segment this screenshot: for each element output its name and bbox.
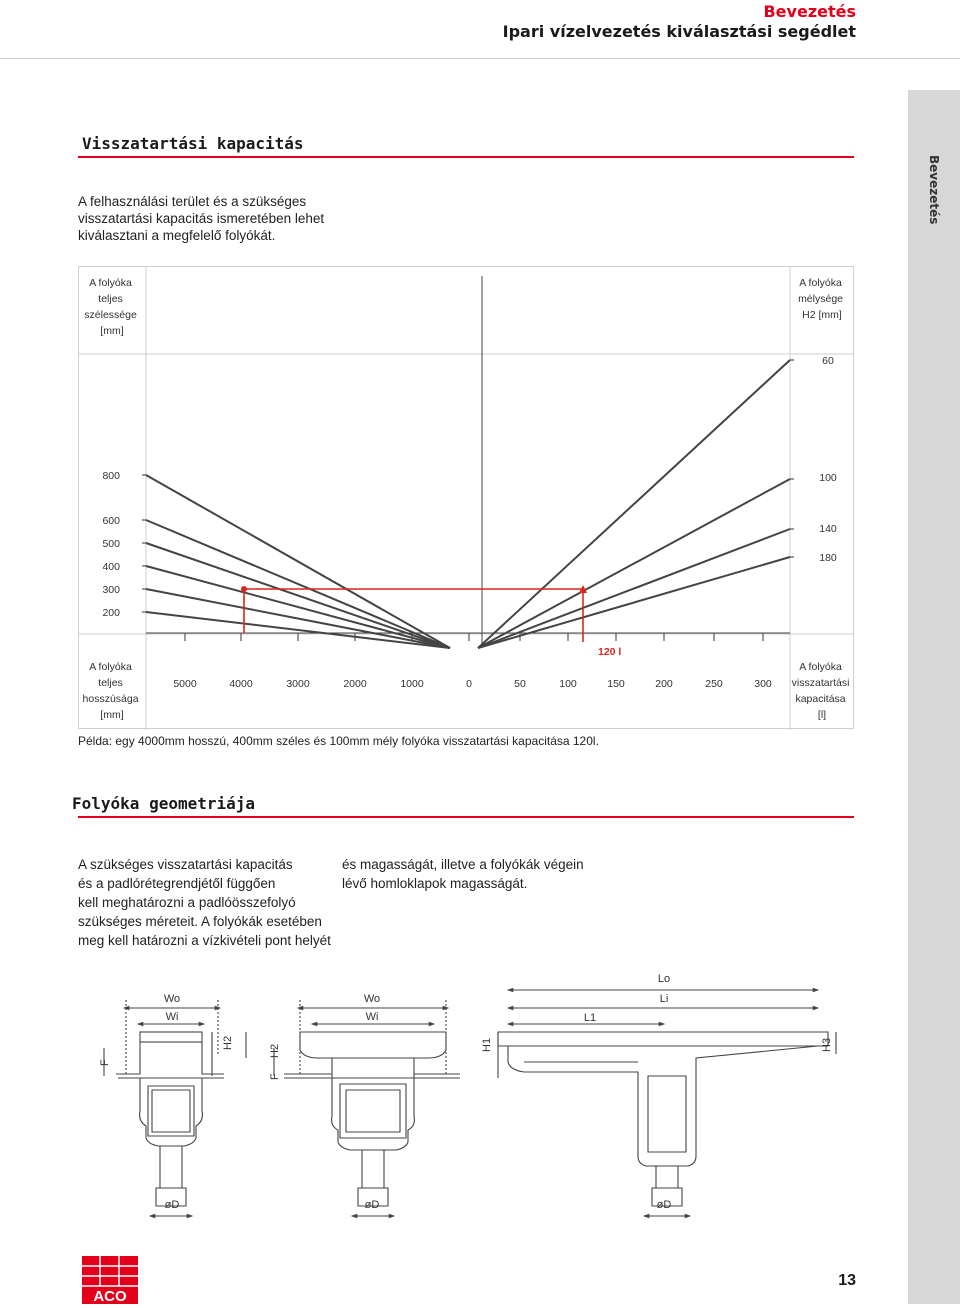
length-tick-3000: 3000 <box>286 678 310 690</box>
aco-logo <box>82 1256 138 1304</box>
depth-fan-lines <box>478 360 790 648</box>
geometry-line: A szükséges visszatartási kapacitás <box>78 857 293 872</box>
width-ticks <box>142 475 146 612</box>
intro-line: A felhasználási terület és a szükséges <box>78 194 307 209</box>
intro-line: visszatartási kapacitás ismeretében lehet <box>78 211 325 226</box>
example-text: Példa: egy 4000mm hosszú, 400mm széles és 100mm mély folyóka visszatartási kapacitása 120l. <box>78 734 599 748</box>
geometry-line: meg kell határozni a vízkivételi pont helyét <box>78 933 331 948</box>
depth-tick-180: 180 <box>819 552 837 564</box>
length-tick-5000: 5000 <box>173 678 197 690</box>
fig2-wo: Wo <box>363 993 381 1005</box>
label-length: A folyóka teljes hosszúsága [mm] <box>82 661 139 721</box>
side-tab[interactable] <box>908 90 960 1304</box>
drawing-gully-2 <box>246 1000 460 1216</box>
label-depth: A folyóka mélysége H2 [mm] <box>798 277 844 321</box>
fig2-d: øD <box>364 1199 380 1211</box>
fig1-d: øD <box>164 1199 180 1211</box>
fig3-h3: H3 <box>821 1037 833 1052</box>
page-number: 13 <box>838 1272 856 1289</box>
fig3-d: øD <box>656 1199 672 1211</box>
header-title: Ipari vízelvezetés kiválasztási segédlet <box>502 22 856 41</box>
capacity-tick-300: 300 <box>754 678 772 690</box>
geometry-title: Folyóka geometriája <box>72 794 256 813</box>
fig2-f: F <box>269 1073 281 1080</box>
width-fan-lines <box>146 475 450 648</box>
fig2-wi: Wi <box>365 1011 379 1023</box>
header-section: Bevezetés <box>763 2 856 21</box>
depth-tick-140: 140 <box>819 523 837 535</box>
geometry-col2 <box>342 855 584 893</box>
label-capacity: A folyóka visszatartási kapacitása [l] <box>791 661 850 721</box>
retention-title: Visszatartási kapacitás <box>82 134 304 153</box>
intro-line: kiválasztani a megfelelő folyókát. <box>78 228 276 243</box>
drawing-channel <box>498 990 836 1216</box>
geometry-rule <box>78 816 854 818</box>
length-tick-2000: 2000 <box>343 678 367 690</box>
width-tick-600: 600 <box>102 515 120 527</box>
fig2-h2: H2 <box>269 1043 281 1058</box>
fig3-h1: H1 <box>481 1037 493 1052</box>
nomogram-frame <box>79 267 854 729</box>
width-tick-300: 300 <box>102 584 120 596</box>
retention-nomogram <box>78 266 854 730</box>
width-tick-500: 500 <box>102 538 120 550</box>
fig1-wi: Wi <box>165 1011 179 1023</box>
geometry-line: szükséges méreteit. A folyókák esetében <box>78 914 322 929</box>
depth-tick-100: 100 <box>819 472 837 484</box>
geometry-line: kell meghatározni a padlóösszefolyó <box>78 895 296 910</box>
retention-rule <box>78 156 854 158</box>
fig3-l1: L1 <box>583 1012 597 1024</box>
width-tick-200: 200 <box>102 607 120 619</box>
length-tick-4000: 4000 <box>229 678 253 690</box>
depth-tick-60: 60 <box>822 355 834 367</box>
capacity-tick-100: 100 <box>559 678 577 690</box>
header-divider <box>0 58 960 59</box>
fig3-lo: Lo <box>657 973 671 985</box>
drain-drawings <box>78 966 854 1226</box>
example-point <box>241 586 247 592</box>
logo-text: ACO <box>93 1288 127 1304</box>
capacity-tick-200: 200 <box>655 678 673 690</box>
capacity-tick-150: 150 <box>607 678 625 690</box>
geometry-line: és magasságát, illetve a folyókák végein <box>342 857 584 872</box>
example-value: 120 l <box>598 646 622 658</box>
fig1-h2: H2 <box>222 1035 234 1050</box>
drawing-gully-1 <box>104 1000 224 1216</box>
retention-intro <box>78 193 324 244</box>
capacity-tick-50: 50 <box>514 678 526 690</box>
geometry-col1 <box>78 855 331 950</box>
length-tick-1000: 1000 <box>400 678 424 690</box>
fig1-wo: Wo <box>163 993 181 1005</box>
length-tick-0: 0 <box>466 678 472 690</box>
side-tab-label: Bevezetés <box>927 155 941 225</box>
width-tick-800: 800 <box>102 470 120 482</box>
depth-ticks <box>790 360 794 557</box>
label-width: A folyóka teljes szélessége [mm] <box>84 277 137 337</box>
fig3-li: Li <box>659 993 669 1005</box>
geometry-line: lévő homloklapok magasságát. <box>342 876 528 891</box>
geometry-line: és a padlórétegrendjétől függően <box>78 876 276 891</box>
capacity-tick-250: 250 <box>705 678 723 690</box>
fig1-f: F <box>99 1059 111 1066</box>
width-tick-400: 400 <box>102 561 120 573</box>
